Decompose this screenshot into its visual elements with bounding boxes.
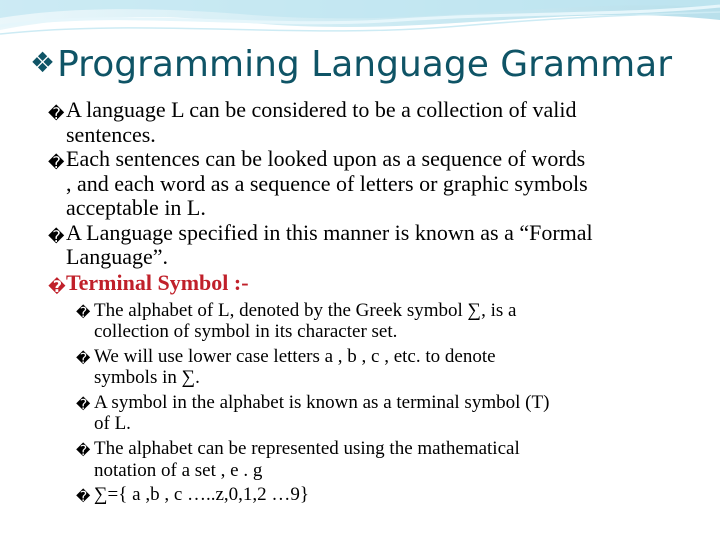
line: , and each word as a sequence of letters or graphic symbols — [66, 170, 588, 196]
line: sentences. — [66, 121, 156, 147]
terminal-symbol-list — [76, 300, 698, 506]
bullet-icon: � — [76, 443, 91, 460]
bullet-icon: � — [48, 276, 66, 296]
heading-text: Terminal Symbol :- — [66, 269, 249, 295]
paragraph-sentences — [48, 147, 698, 221]
bullet-icon: � — [76, 489, 91, 506]
line: Language”. — [66, 244, 168, 269]
bullet-icon: � — [76, 397, 91, 414]
list-item — [76, 484, 698, 505]
line: A language L can be considered to be a collection of valid — [66, 97, 577, 122]
list-item — [76, 392, 698, 435]
line: A Language specified in this manner is known as a “Formal — [66, 219, 593, 245]
line: notation of a set , e . g — [94, 459, 263, 481]
slide-body — [48, 98, 698, 509]
bullet-icon: � — [48, 104, 65, 123]
line: A symbol in the alphabet is known as a terminal symbol (T) — [94, 392, 550, 414]
paragraph-formal-language — [48, 221, 698, 270]
line: acceptable in L. — [66, 195, 206, 220]
line: ∑={ a ,b , c …..z,0,1,2 …9} — [94, 484, 310, 506]
section-heading — [48, 271, 698, 296]
bullet-icon: � — [76, 305, 91, 321]
bullet-icon: � — [76, 351, 91, 368]
slide-title — [30, 40, 710, 88]
list-item — [76, 300, 698, 343]
line: The alphabet of L, denoted by the Greek symbol ∑, is a — [94, 300, 517, 321]
paragraph-language-definition — [48, 98, 698, 147]
line: of L. — [94, 413, 131, 435]
list-item — [76, 438, 698, 481]
list-item — [76, 346, 698, 389]
bullet-icon: � — [48, 153, 65, 172]
line: Each sentences can be looked upon as a sequence of words — [66, 146, 586, 171]
line: The alphabet can be represented using the mathematical — [94, 438, 520, 460]
bullet-icon: � — [48, 226, 65, 246]
title-text: Programming Language Grammar — [57, 44, 673, 85]
line: collection of symbol in its character set. — [94, 321, 398, 343]
line: We will use lower case letters a , b , c , etc. to denote — [94, 346, 496, 368]
diamond-bullet-icon: ❖ — [30, 46, 56, 79]
line: symbols in ∑. — [94, 367, 200, 389]
